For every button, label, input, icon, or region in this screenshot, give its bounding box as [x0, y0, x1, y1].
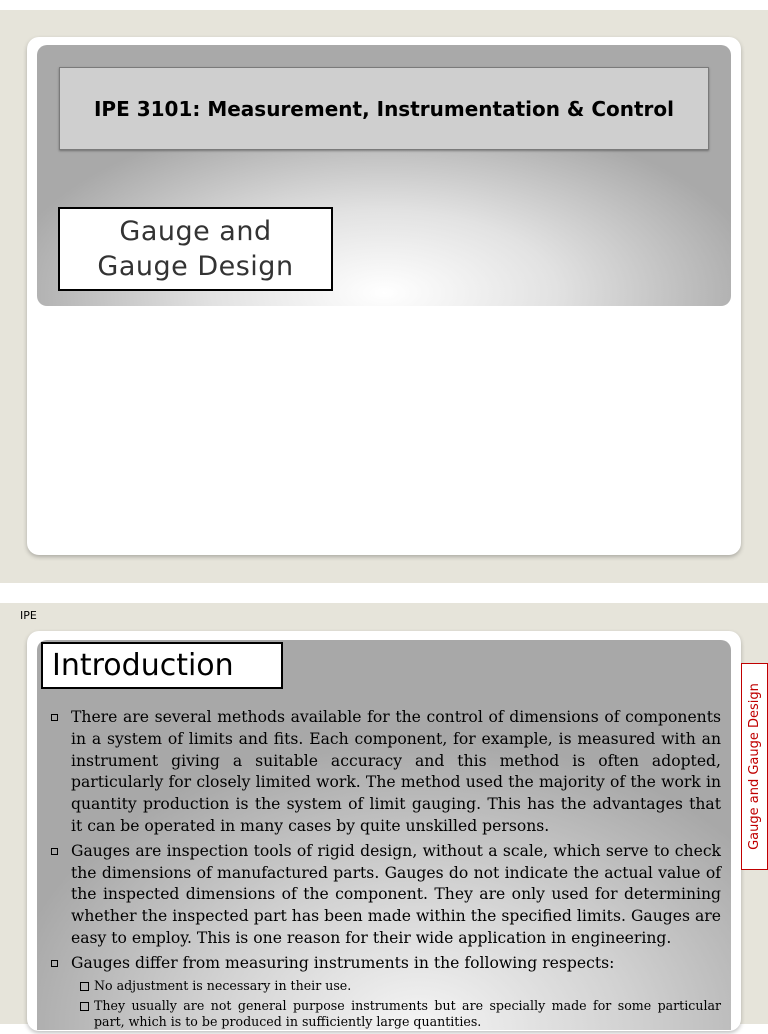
checkbox-bullet-icon [51, 714, 58, 721]
checkbox-bullet-icon [51, 848, 58, 855]
course-title-box [59, 67, 709, 150]
bullet-item [48, 953, 721, 975]
side-tab-label: Gauge and Gauge Design [747, 683, 762, 850]
introduction-title: Introduction [52, 648, 234, 683]
checkbox-bullet-icon [51, 960, 58, 967]
topic-title-box [58, 207, 333, 291]
topic-title-line-2: Gauge Design [97, 251, 294, 282]
sub-bullet-item [80, 978, 721, 994]
bullet-item [48, 707, 721, 838]
side-tab [741, 663, 768, 870]
bullet-item [48, 841, 721, 950]
bullet-text: There are several methods available for the control of dimensions of components in a system of limits and fits. Each component, for example, is measured with an instrument giving a suitable accuracy and this method is often adopted, particularly for closely limited work. The method used the majority of the work in quantity production is the system of limit gauging. This has the advantages that it can be operated in many cases by quite unskilled persons. [71, 708, 721, 835]
checkbox-bullet-icon [80, 1002, 89, 1011]
introduction-title-box [41, 642, 283, 689]
course-title: IPE 3101: Measurement, Instrumentation & Control [93, 96, 675, 121]
slide-header-label: IPE [20, 609, 37, 622]
sub-bullet-text: They usually are not general purpose instruments but are specially made for some particular part, which is to be produced in sufficiently large quantities. [94, 997, 721, 1029]
checkbox-bullet-icon [80, 982, 89, 991]
sub-bullet-item [80, 998, 721, 1030]
sub-bullet-text: No adjustment is necessary in their use. [94, 977, 352, 993]
bullet-text: Gauges are inspection tools of rigid design, without a scale, which serve to check the dimensions of manufactured parts. Gauges do not indicate the actual value of the inspected dimensions of the component. They are only used for determining whether the inspected part has been made within the specified limits. Gauges are easy to employ. This is one reason for their wide application in engineering. [71, 841, 721, 947]
bullet-text: Gauges differ from measuring instruments in the following respects: [71, 953, 615, 972]
topic-title-line-1: Gauge and [119, 216, 272, 247]
bullet-list [48, 707, 721, 1034]
